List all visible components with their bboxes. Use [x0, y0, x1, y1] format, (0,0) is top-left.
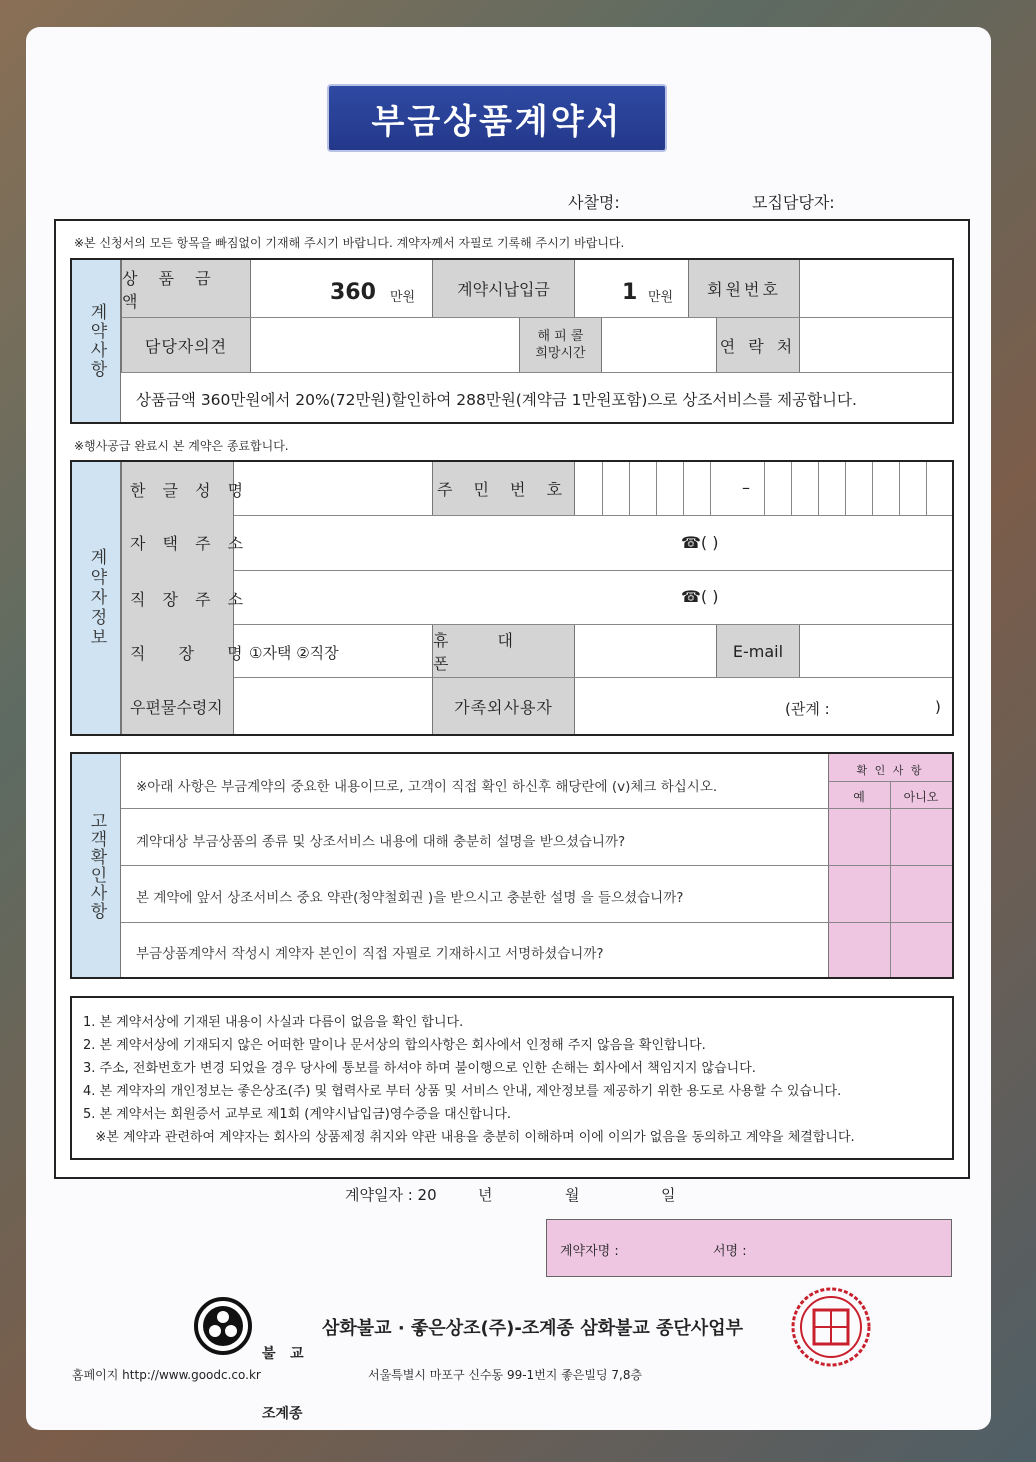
confirm-no-2-checkbox[interactable]	[890, 866, 952, 922]
confirm-yes-2-checkbox[interactable]	[828, 866, 890, 922]
contract-date-year: 년	[478, 1186, 493, 1204]
digit-divider	[845, 462, 846, 515]
contract-date-day: 일	[661, 1186, 676, 1204]
contract-side-text: 계약사항	[86, 303, 107, 379]
dharma-wheel-logo-icon	[193, 1296, 253, 1356]
initial-payment-label: 계약시납입금	[432, 260, 575, 317]
work-phone-mark: ☎( )	[681, 587, 719, 606]
home-address-label: 자 택 주 소	[130, 534, 250, 553]
member-no-label: 회원번호	[688, 260, 800, 317]
mid-notice: ※행사공급 완료시 본 계약은 종료합니다.	[74, 439, 289, 453]
confirm-no-1-checkbox[interactable]	[890, 809, 952, 865]
workplace-label: 직 장 명	[130, 644, 257, 663]
contact-label: 연 락 처	[716, 318, 800, 372]
digit-divider	[818, 462, 819, 515]
term-item: 2. 본 계약서상에 기재되지 않은 어떠한 말이나 문서상의 합의사항은 회사에서 인정해 주지 않음을 확인합니다.	[83, 1038, 706, 1053]
digit-divider	[926, 462, 927, 515]
work-address-label: 직 장 주 소	[130, 590, 250, 609]
confirm-intro: ※아래 사항은 부금계약의 중요한 내용이므로, 고객이 직접 확인 하신후 해당란에 (v)체크 하십시오.	[136, 779, 718, 795]
relation-label: (관계 :	[785, 700, 830, 718]
confirm-side-text: 고객확인사항	[86, 811, 107, 920]
confirm-header-title: 확 인 사 항	[856, 764, 924, 777]
resident-no-label: 주 민 번 호	[432, 462, 575, 515]
mail-address-label: 우편물수령지	[130, 698, 223, 717]
confirm-side-label	[72, 754, 121, 977]
digit-divider	[683, 462, 684, 515]
happy-call-label	[519, 318, 602, 372]
digit-divider	[629, 462, 630, 515]
logo-text-bottom: 조계종	[262, 1406, 303, 1422]
digit-divider	[791, 462, 792, 515]
happy-call-label-2: 희망시간	[535, 346, 586, 361]
terms-list	[83, 1011, 943, 1149]
red-seal-stamp	[790, 1286, 872, 1368]
digit-divider	[899, 462, 900, 515]
contract-divider-2	[121, 372, 952, 373]
contractor-divider-3	[234, 624, 952, 625]
mobile-label: 휴 대 폰	[432, 625, 575, 677]
no-label: 아니오	[903, 790, 939, 804]
initial-payment-unit: 만원	[648, 290, 674, 305]
confirm-question-2: 본 계약에 앞서 상조서비스 중요 약관(청약철회권 )을 받으시고 충분한 설명 을 들으셨습니까?	[136, 890, 684, 906]
contractor-side-text: 계약자정보	[86, 548, 107, 648]
digit-divider	[602, 462, 603, 515]
homepage-url[interactable]: 홈페이지 http://www.goodc.co.kr	[72, 1368, 261, 1382]
contractor-divider-4	[234, 677, 952, 678]
term-item: 5. 본 계약서는 회원증서 교부로 제1회 (계약시납입금)영수증을 대신합니다.	[83, 1107, 512, 1122]
recruiter-label: 모집담당자:	[752, 193, 835, 212]
contract-summary: 상품금액 360만원에서 20%(72만원)할인하여 288만원(계약금 1만원포함)으로 상조서비스를 제공합니다.	[136, 391, 857, 409]
relation-close: )	[935, 698, 941, 716]
confirm-question-1: 계약대상 부금상품의 종류 및 상조서비스 내용에 대해 충분히 설명을 받으셨습니까?	[136, 834, 626, 850]
company-name: 삼화불교 · 좋은상조(주)-조계종 삼화불교 종단사업부	[322, 1318, 743, 1339]
contractor-divider-2	[234, 570, 952, 571]
home-phone-mark: ☎( )	[681, 533, 719, 552]
contractor-side-label	[72, 462, 121, 734]
digit-divider	[710, 462, 711, 515]
confirm-no-3-checkbox[interactable]	[890, 923, 952, 977]
korean-name-label: 한 글 성 명	[130, 481, 250, 500]
logo-text-top: 불 교	[262, 1346, 304, 1362]
digit-divider	[764, 462, 765, 515]
digit-divider	[656, 462, 657, 515]
signature-label: 서명 :	[713, 1244, 747, 1259]
term-item: 1. 본 계약서상에 기재된 내용이 사실과 다름이 없음을 확인 합니다.	[83, 1015, 464, 1030]
yes-label: 예	[853, 790, 865, 804]
product-amount-label: 상 품 금 액	[121, 260, 251, 317]
initial-payment-value[interactable]: 1	[622, 280, 638, 305]
temple-name-label: 사찰명:	[568, 193, 620, 212]
jogye-logo-text	[262, 1304, 304, 1444]
confirm-question-3: 부금상품계약서 작성시 계약자 본인이 직접 자필로 기재하시고 서명하셨습니까?	[136, 946, 604, 962]
family-user-label: 가족외사용자	[432, 678, 575, 734]
confirm-yes-3-checkbox[interactable]	[828, 923, 890, 977]
digit-divider	[872, 462, 873, 515]
product-amount-unit: 만원	[390, 290, 416, 305]
resident-no-dash: –	[742, 478, 750, 497]
term-item: 3. 주소, 전화번호가 변경 되었을 경우 당사에 통보를 하셔야 하며 불이행으로 인한 손해는 회사에서 책임지지 않습니다.	[83, 1061, 756, 1076]
happy-call-label-1: 해 피 콜	[537, 329, 584, 344]
term-item: 4. 본 계약자의 개인정보는 좋은상조(주) 및 협력사로 부터 상품 및 서비스 안내, 제안정보를 제공하기 위한 용도로 사용할 수 있습니다.	[83, 1084, 842, 1099]
contractor-divider-1	[234, 515, 952, 516]
document-title: 부금상품계약서	[327, 84, 667, 152]
resident-no-boxes[interactable]	[575, 462, 952, 515]
contractor-name-label: 계약자명 :	[560, 1244, 619, 1259]
agent-opinion-label: 담당자의견	[121, 318, 251, 372]
contract-date-month: 월	[565, 1186, 580, 1204]
top-notice: ※본 신청서의 모든 항목을 빠짐없이 기재해 주시기 바랍니다. 계약자께서 자필로 기록해 주시기 바랍니다.	[74, 236, 625, 250]
contract-date-label: 계약일자 : 20	[345, 1186, 437, 1204]
workplace-options[interactable]: ①자택 ②직장	[249, 644, 339, 662]
term-item: ※본 계약과 관련하여 계약자는 회사의 상품제정 취지와 약관 내용을 충분히 이해하며 이에 이의가 없음을 동의하고 계약을 체결합니다.	[83, 1130, 855, 1145]
product-amount-value[interactable]: 360	[330, 280, 376, 305]
email-label: E-mail	[716, 625, 800, 677]
confirm-yes-1-checkbox[interactable]	[828, 809, 890, 865]
company-address: 서울특별시 마포구 신수동 99-1번지 좋은빌딩 7,8층	[368, 1368, 643, 1382]
contract-side-label	[72, 260, 121, 422]
